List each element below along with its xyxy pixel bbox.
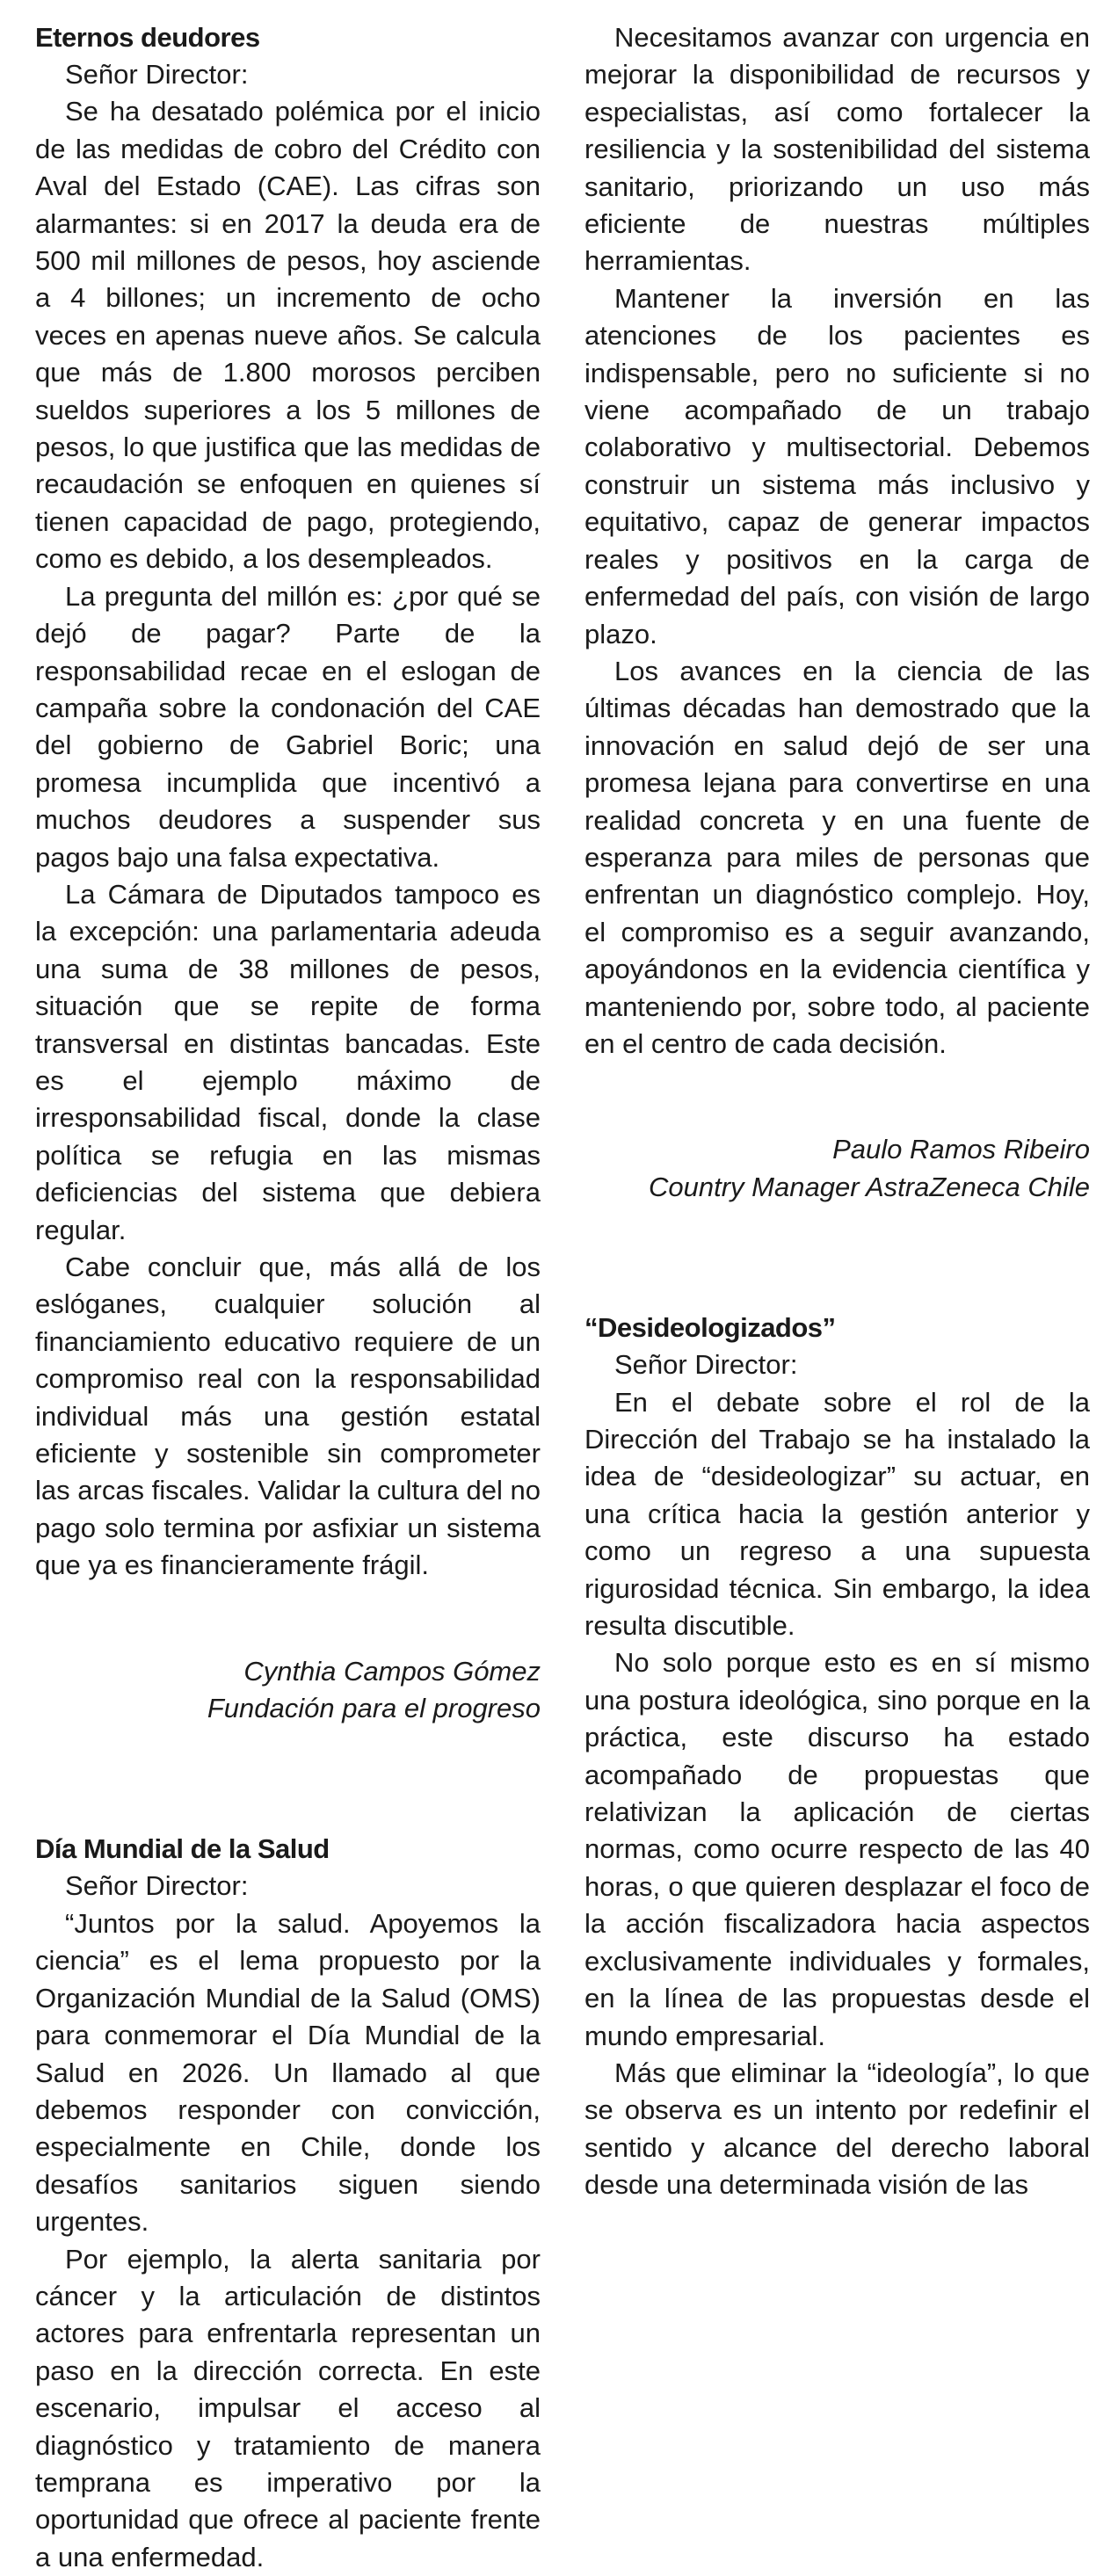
letter-paragraph: Por ejemplo, la alerta sanitaria por cáncer y la articulación de distintos actores para enfrentarla representan un paso en la dirección correcta. En este escenario, impulsar el acceso al diagnóstico y tratamiento de manera temprana es imperativo por la oportunidad que ofrece al paciente frente a una enfermedad.	[35, 2243, 541, 2572]
letter-signature	[584, 1131, 1090, 1206]
letter-paragraph: La pregunta del millón es: ¿por qué se dejó de pagar? Parte de la responsabilidad recae en el eslogan de campaña sobre la condonación del CAE del gobierno de Gabriel Boric; una promesa incumplida que incentivó a muchos deudores a suspender sus pagos bajo una falsa expectativa.	[35, 580, 541, 873]
letter-paragraph: No solo porque esto es en sí mismo una postura ideológica, sino porque en la práctica, este discurso ha estado acompañado de propuestas que relativizan la aplicación de ciertas normas, como ocurre respecto de las 40 horas, o que quieren desplazar el foco de la acción fiscalizadora hacia aspectos exclusivamente individuales y formales, en la línea de las propuestas desde el mundo empresarial.	[584, 1647, 1090, 2051]
letter-dia-mundial-salud	[35, 1831, 541, 2576]
letter-salutation: Señor Director:	[65, 1870, 249, 1902]
column-left	[35, 19, 541, 2576]
letter-signature	[35, 1653, 541, 1728]
letter-paragraph: Mantener la inversión en las atenciones de los pacientes es indispensable, pero no suficiente si no viene acompañado de un trabajo colaborativo y multisectorial. Debemos construir un sistema más inclusivo y equitativo, capaz de generar impactos reales y positivos en la carga de enfermedad del país, con visión de largo plazo.	[584, 282, 1090, 649]
letter-desideologizados	[584, 1310, 1090, 2203]
letter-dia-mundial-salud-continued	[584, 19, 1090, 1206]
letter-paragraph: La Cámara de Diputados tampoco es la excepción: una parlamentaria adeuda una suma de 38 millones de pesos, situación que se repite de forma transversal en distintas bancadas. Este es el ejemplo máximo de irresponsabilidad fiscal, donde la clase política se refugia en las mismas deficiencias del sistema que debiera regular.	[35, 878, 541, 1245]
signature-name: Cynthia Campos Gómez	[243, 1655, 541, 1687]
letter-paragraph: Más que eliminar la “ideología”, lo que se observa es un intento por redefinir el sentido y alcance del derecho laboral desde una determinada visión de las	[584, 2057, 1090, 2201]
column-right	[584, 19, 1090, 2576]
letter-paragraph: En el debate sobre el rol de la Dirección del Trabajo se ha instalado la idea de “desideologizar” su actuar, en una crítica hacia la gestión anterior y como un regreso a una supuesta rigurosidad técnica. Sin embargo, la idea resulta discutible.	[584, 1386, 1090, 1642]
signature-organization: Fundación para el progreso	[207, 1693, 541, 1724]
letter-paragraph: Los avances en la ciencia de las últimas décadas han demostrado que la innovación en salud dejó de ser una promesa lejana para convertirse en una realidad concreta y en una fuente de esperanza para miles de personas que enfrentan un diagnóstico complejo. Hoy, el compromiso es a seguir avanzando, apoyándonos en la evidencia científica y manteniendo por, sobre todo, al paciente en el centro de cada decisión.	[584, 655, 1090, 1059]
letters-page	[35, 19, 1090, 2576]
letter-paragraph: Se ha desatado polémica por el inicio de las medidas de cobro del Crédito con Aval del Estado (CAE). Las cifras son alarmantes: si en 2017 la deuda era de 500 mil millones de pesos, hoy asciende a 4 billones; un incremento de ocho veces en apenas nueve años. Se calcula que más de 1.800 morosos perciben sueldos superiores a los 5 millones de pesos, lo que justifica que las medidas de recaudación se enfoquen en quienes sí tienen capacidad de pago, protegiendo, como es debido, a los desempleados.	[35, 96, 541, 575]
letter-paragraph: Cabe concluir que, más allá de los eslóganes, cualquier solución al financiamiento educativo requiere de un compromiso real con la responsabilidad individual más una gestión estatal eficiente y sostenible sin comprometer las arcas fiscales. Validar la cultura del no pago solo termina por asfixiar un sistema que ya es financieramente frágil.	[35, 1252, 541, 1581]
letter-salutation: Señor Director:	[65, 59, 249, 90]
signature-name: Paulo Ramos Ribeiro	[832, 1134, 1090, 1165]
letter-paragraph: Necesitamos avanzar con urgencia en mejorar la disponibilidad de recursos y especialistas, así como fortalecer la resiliencia y la sostenibilidad del sistema sanitario, priorizando un uso más eficiente de nuestras múltiples herramientas.	[584, 22, 1090, 277]
letter-title: Día Mundial de la Salud	[35, 1833, 330, 1865]
letter-title: Eternos deudores	[35, 22, 260, 53]
letter-title: “Desideologizados”	[584, 1312, 836, 1344]
letter-eternos-deudores	[35, 19, 541, 1727]
letter-salutation: Señor Director:	[614, 1349, 798, 1381]
signature-organization: Country Manager AstraZeneca Chile	[649, 1171, 1090, 1202]
letter-paragraph: “Juntos por la salud. Apoyemos la ciencia” es el lema propuesto por la Organización Mundial de la Salud (OMS) para conmemorar el Día Mundial de la Salud en 2026. Un llamado al que debemos responder con convicción, especialmente en Chile, donde los desafíos sanitarios siguen siendo urgentes.	[35, 1907, 541, 2238]
